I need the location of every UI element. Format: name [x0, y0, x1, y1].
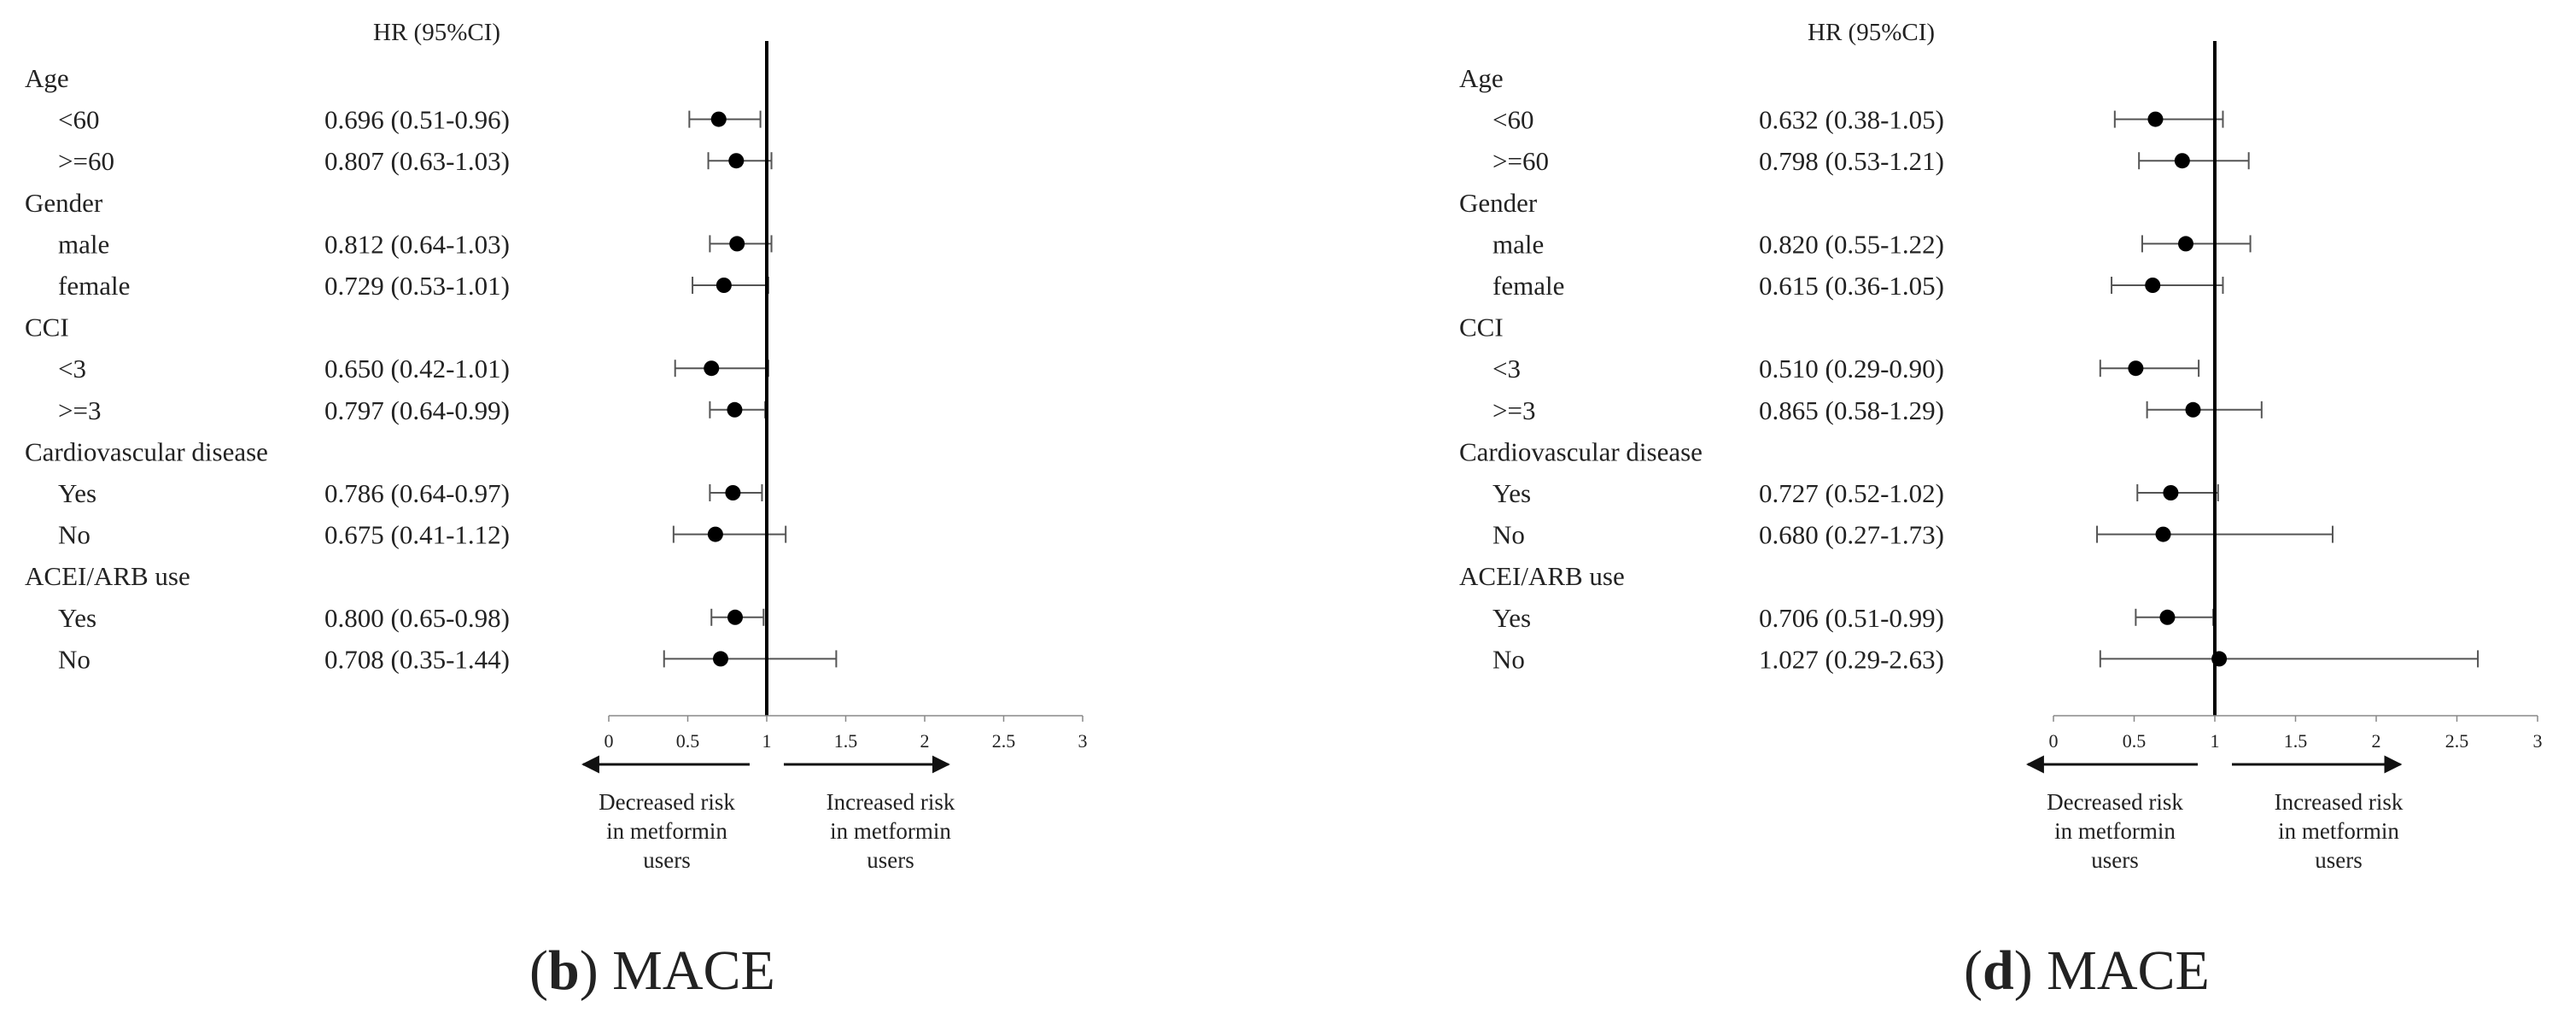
increased-risk-label: users — [867, 847, 914, 873]
decreased-risk-label: Decreased risk — [599, 789, 735, 815]
hr-point — [711, 112, 727, 127]
subgroup-label: No — [1492, 519, 1525, 550]
hr-point — [2156, 527, 2171, 542]
hr-ci-label: 0.729 (0.53-1.01) — [324, 271, 510, 301]
panel-caption: (b) MACE — [529, 939, 775, 1002]
x-tick-label: 2.5 — [991, 730, 1016, 752]
decreased-risk-label: users — [2091, 847, 2139, 873]
x-tick-label: 1.5 — [833, 730, 858, 752]
subgroup-label: No — [1492, 644, 1525, 675]
subgroup-label: Yes — [58, 602, 97, 633]
column-header: HR (95%CI) — [1808, 19, 1936, 46]
subgroup-label: <3 — [58, 354, 86, 384]
hr-point — [727, 610, 743, 625]
hr-point — [2159, 610, 2175, 625]
hr-ci-label: 0.675 (0.41-1.12) — [324, 519, 510, 550]
x-tick-label: 1 — [2210, 730, 2220, 752]
increased-risk-label: Increased risk — [2274, 789, 2404, 815]
group-label: ACEI/ARB use — [25, 561, 190, 592]
group-label: Cardiovascular disease — [25, 436, 268, 467]
group-label: Age — [1459, 63, 1504, 93]
subgroup-label: No — [58, 519, 91, 550]
x-tick-label: 3 — [2532, 730, 2543, 752]
hr-ci-label: 0.706 (0.51-0.99) — [1759, 602, 1944, 633]
subgroup-label: >=3 — [58, 395, 102, 425]
subgroup-label: >=60 — [1492, 146, 1549, 177]
hr-point — [2163, 485, 2178, 500]
hr-ci-label: 0.680 (0.27-1.73) — [1759, 519, 1944, 550]
hr-ci-label: 0.865 (0.58-1.29) — [1759, 395, 1944, 425]
group-label: CCI — [1459, 312, 1504, 342]
hr-ci-label: 0.820 (0.55-1.22) — [1759, 229, 1944, 260]
hr-point — [704, 360, 719, 376]
hr-ci-label: 0.807 (0.63-1.03) — [324, 146, 510, 177]
group-label: Gender — [25, 187, 103, 218]
group-label: Age — [25, 63, 69, 93]
increased-risk-label: Increased risk — [826, 789, 955, 815]
column-header: HR (95%CI) — [373, 19, 501, 46]
group-label: ACEI/ARB use — [1459, 561, 1625, 592]
hr-point — [716, 278, 732, 293]
hr-ci-label: 0.727 (0.52-1.02) — [1759, 478, 1944, 508]
decreased-risk-label: in metformin — [2054, 818, 2176, 844]
increased-risk-label: in metformin — [2278, 818, 2399, 844]
forest-panel-d — [1459, 19, 2543, 1002]
hr-ci-label: 0.798 (0.53-1.21) — [1759, 146, 1944, 177]
hr-ci-label: 0.615 (0.36-1.05) — [1759, 271, 1944, 301]
hr-point — [2178, 236, 2193, 251]
decreased-risk-label: Decreased risk — [2047, 789, 2183, 815]
hr-ci-label: 1.027 (0.29-2.63) — [1759, 644, 1944, 675]
hr-ci-label: 0.797 (0.64-0.99) — [324, 395, 510, 425]
subgroup-label: female — [58, 271, 131, 301]
x-tick-label: 1 — [762, 730, 772, 752]
subgroup-label: Yes — [1492, 478, 1532, 508]
hr-ci-label: 0.812 (0.64-1.03) — [324, 229, 510, 260]
subgroup-label: <60 — [58, 104, 100, 135]
panel-caption: (d) MACE — [1964, 939, 2210, 1002]
x-tick-label: 0 — [604, 730, 614, 752]
subgroup-label: No — [58, 644, 91, 675]
subgroup-label: male — [1492, 229, 1545, 260]
hr-point — [2147, 112, 2163, 127]
x-tick-label: 3 — [1078, 730, 1088, 752]
hr-ci-label: 0.786 (0.64-0.97) — [324, 478, 510, 508]
hr-point — [708, 527, 723, 542]
hr-point — [2185, 402, 2200, 418]
decreased-risk-label: users — [643, 847, 691, 873]
hr-point — [713, 651, 728, 666]
subgroup-label: female — [1492, 271, 1565, 301]
subgroup-label: >=3 — [1492, 395, 1536, 425]
x-tick-label: 0.5 — [675, 730, 700, 752]
hr-point — [728, 153, 744, 168]
increased-risk-label: users — [2315, 847, 2363, 873]
hr-ci-label: 0.510 (0.29-0.90) — [1759, 354, 1944, 384]
hr-point — [729, 236, 745, 251]
increased-risk-label: in metformin — [830, 818, 951, 844]
subgroup-label: male — [58, 229, 110, 260]
hr-point — [2128, 360, 2143, 376]
hr-ci-label: 0.696 (0.51-0.96) — [324, 104, 510, 135]
hr-ci-label: 0.632 (0.38-1.05) — [1759, 104, 1944, 135]
subgroup-label: Yes — [1492, 602, 1532, 633]
subgroup-label: >=60 — [58, 146, 114, 177]
group-label: CCI — [25, 312, 69, 342]
hr-point — [2145, 278, 2160, 293]
x-tick-label: 2 — [920, 730, 930, 752]
x-tick-label: 1.5 — [2283, 730, 2308, 752]
subgroup-label: Yes — [58, 478, 97, 508]
subgroup-label: <60 — [1492, 104, 1534, 135]
group-label: Cardiovascular disease — [1459, 436, 1703, 467]
x-tick-label: 2 — [2371, 730, 2381, 752]
decreased-risk-label: in metformin — [606, 818, 727, 844]
forest-panel-b — [25, 19, 1088, 1002]
hr-ci-label: 0.650 (0.42-1.01) — [324, 354, 510, 384]
hr-point — [727, 402, 742, 418]
subgroup-label: <3 — [1492, 354, 1521, 384]
x-tick-label: 2.5 — [2445, 730, 2469, 752]
hr-point — [725, 485, 740, 500]
group-label: Gender — [1459, 187, 1538, 218]
hr-point — [2175, 153, 2190, 168]
hr-ci-label: 0.708 (0.35-1.44) — [324, 644, 510, 675]
x-tick-label: 0.5 — [2122, 730, 2147, 752]
hr-ci-label: 0.800 (0.65-0.98) — [324, 602, 510, 633]
x-tick-label: 0 — [2048, 730, 2059, 752]
